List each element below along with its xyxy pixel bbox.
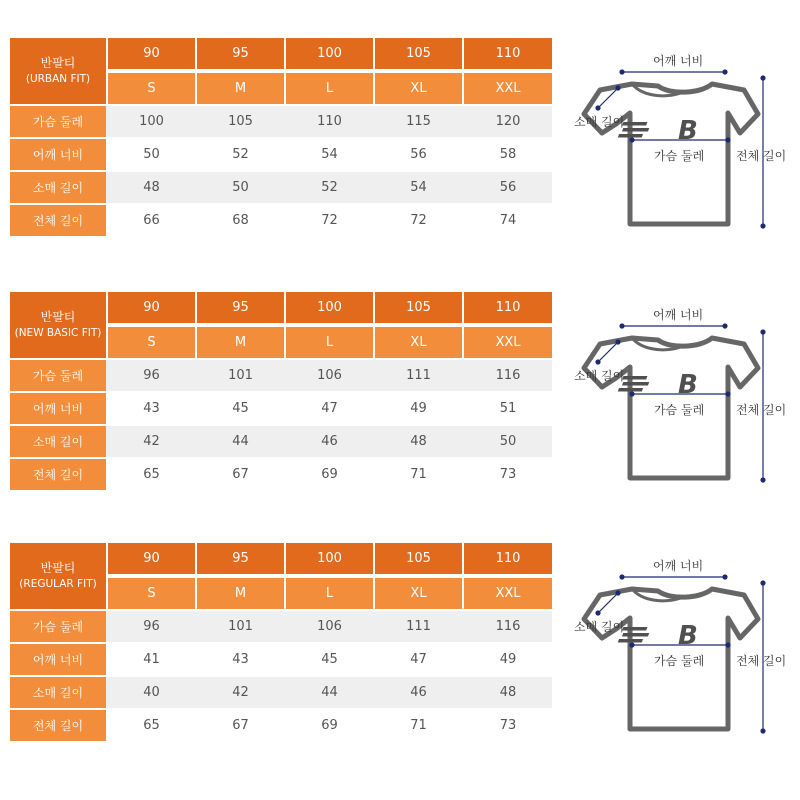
table-cell: 72 [410,213,427,228]
table-cell: 74 [499,213,517,228]
shoulder-label: 어깨 너비 [653,54,704,68]
sleeve-label: 소매 길이 [574,620,625,634]
svg-text:B: B [678,116,698,146]
table-cell: 116 [495,368,521,383]
table-cell: 58 [499,147,517,162]
table-cell: 48 [499,685,517,700]
size-number-cell: 95 [197,292,284,323]
table-cell: 65 [143,467,160,482]
table-cell: 48 [410,434,427,449]
table-cell: 65 [143,718,160,733]
size-label-cell: L [286,578,373,609]
table-cell: 43 [232,652,249,667]
table-cell: 48 [143,180,160,195]
table-cell: 45 [321,652,338,667]
table-cell: 106 [317,368,342,383]
size-number-cell: 100 [286,292,373,323]
product-name: 반팔티 [40,561,76,575]
table-row-length [10,710,552,741]
size-label-row [10,327,552,358]
size-number-row [10,38,552,69]
table-cell: 101 [228,368,253,383]
table-cell: 66 [143,213,160,228]
size-number-cell: 110 [464,543,552,574]
table-cell: 50 [143,147,160,162]
row-label: 소매 길이 [10,426,106,457]
fit-name: (REGULAR FIT) [19,578,97,590]
table-cell: 43 [143,401,160,416]
table-row-chest [10,106,552,137]
table-cell: 111 [406,368,431,383]
sleeve-label: 소매 길이 [574,369,625,383]
table-cell: 56 [499,180,517,195]
table-row-sleeve [10,677,552,708]
size-number-cell: 95 [197,38,284,69]
product-name: 반팔티 [40,310,76,324]
row-label: 소매 길이 [10,172,106,203]
table-cell: 111 [406,619,431,634]
size-label-cell: L [286,73,373,104]
table-cell: 56 [410,147,427,162]
table-cell: 67 [232,467,249,482]
table-cell: 49 [499,652,517,667]
table-cell: 106 [317,619,342,634]
length-label: 전체 길이 [736,149,787,163]
fit-name: (URBAN FIT) [25,73,91,85]
size-label-cell: L [286,327,373,358]
size-number-cell: 105 [375,292,462,323]
size-label-row [10,73,552,104]
table-cell: 50 [232,180,249,195]
table-cell: 46 [410,685,427,700]
table-cell: 47 [321,401,338,416]
size-number-cell: 105 [375,38,462,69]
table-cell: 101 [228,619,253,634]
size-label-cell: XXL [464,327,552,358]
row-label: 어깨 너비 [10,139,106,170]
table-cell: 100 [139,114,164,129]
table-row-length [10,459,552,490]
size-number-cell: 100 [286,543,373,574]
table-cell: 120 [495,114,521,129]
size-number-cell: 90 [108,292,195,323]
table-cell: 71 [410,718,427,733]
table-cell: 54 [321,147,338,162]
size-label-cell: XL [375,578,462,609]
table-row-shoulder [10,139,552,170]
shoulder-label: 어깨 너비 [653,559,704,573]
size-label-cell: M [197,578,284,609]
table-cell: 45 [232,401,249,416]
size-label-cell: XXL [464,578,552,609]
size-number-cell: 110 [464,292,552,323]
size-label-cell: XXL [464,73,552,104]
table-cell: 50 [499,434,517,449]
table-cell: 40 [143,685,160,700]
row-label: 전체 길이 [10,205,106,236]
tshirt-measure-diagram [560,543,800,748]
row-label: 가슴 둘레 [10,611,106,642]
size-number-cell: 105 [375,543,462,574]
table-row-sleeve [10,172,552,203]
table-row-shoulder [10,644,552,675]
table-cell: 72 [321,213,338,228]
size-number-cell: 90 [108,38,195,69]
size-chart-new-basic-fit [0,292,800,497]
table-cell: 110 [317,114,342,129]
row-label: 전체 길이 [10,710,106,741]
chest-label: 가슴 둘레 [654,654,705,668]
row-label: 가슴 둘레 [10,106,106,137]
table-cell: 71 [410,467,427,482]
row-label: 소매 길이 [10,677,106,708]
table-cell: 67 [232,718,249,733]
length-label: 전체 길이 [736,654,787,668]
size-label-cell: S [108,327,195,358]
size-label-cell: XL [375,73,462,104]
svg-text:B: B [678,370,698,400]
tshirt-measure-diagram [560,292,800,497]
row-label: 가슴 둘레 [10,360,106,391]
sleeve-label: 소매 길이 [574,115,625,129]
table-cell: 46 [321,434,338,449]
table-row-chest [10,611,552,642]
shoulder-label: 어깨 너비 [653,308,704,322]
table-cell: 54 [410,180,427,195]
product-name: 반팔티 [40,56,76,70]
size-number-row [10,292,552,323]
table-cell: 96 [143,619,160,634]
size-number-cell: 110 [464,38,552,69]
size-label-row [10,578,552,609]
size-label-cell: S [108,578,195,609]
table-cell: 44 [232,434,249,449]
table-row-length [10,205,552,236]
table-cell: 42 [143,434,160,449]
table-cell: 69 [321,467,338,482]
size-label-cell: XL [375,327,462,358]
row-label: 전체 길이 [10,459,106,490]
table-cell: 47 [410,652,427,667]
table-cell: 41 [143,652,160,667]
table-cell: 42 [232,685,249,700]
table-cell: 73 [499,467,517,482]
size-label-cell: S [108,73,195,104]
size-number-cell: 90 [108,543,195,574]
size-label-cell: M [197,73,284,104]
row-label: 어깨 너비 [10,393,106,424]
table-cell: 49 [410,401,427,416]
table-cell: 116 [495,619,521,634]
table-cell: 52 [321,180,338,195]
chest-label: 가슴 둘레 [654,403,705,417]
table-cell: 51 [499,401,517,416]
table-cell: 105 [228,114,253,129]
size-chart-urban-fit [0,38,800,243]
table-cell: 115 [406,114,431,129]
table-row-shoulder [10,393,552,424]
size-number-cell: 100 [286,38,373,69]
table-cell: 52 [232,147,249,162]
table-row-chest [10,360,552,391]
table-cell: 44 [321,685,338,700]
size-number-cell: 95 [197,543,284,574]
row-label: 어깨 너비 [10,644,106,675]
svg-text:B: B [678,621,698,651]
size-label-cell: M [197,327,284,358]
table-cell: 68 [232,213,249,228]
table-cell: 96 [143,368,160,383]
chest-label: 가슴 둘레 [654,149,705,163]
size-chart-regular-fit [0,543,800,748]
size-number-row [10,543,552,574]
tshirt-measure-diagram [560,38,800,243]
table-cell: 69 [321,718,338,733]
fit-name: (NEW BASIC FIT) [14,327,102,339]
table-row-sleeve [10,426,552,457]
length-label: 전체 길이 [736,403,787,417]
table-cell: 73 [499,718,517,733]
